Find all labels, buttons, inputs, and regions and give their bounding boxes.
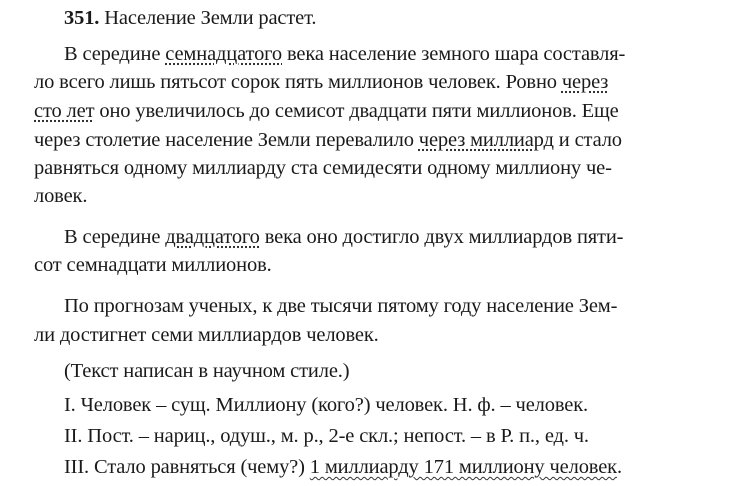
- paragraph2-line2: сот семнадцати миллионов.: [34, 254, 272, 276]
- analysis-line-1: I. Человек – сущ. Миллиону (кого?) человек. Н. ф. – человек.: [64, 394, 588, 416]
- underlined-word: через: [561, 71, 609, 93]
- exercise-number: 351.: [64, 7, 100, 29]
- paragraph3-line2: ли достигнет семи миллиардов человек.: [34, 324, 379, 346]
- text-span: .: [616, 456, 622, 478]
- wavy-underlined-phrase: 1 миллиарду 171 миллиону человек: [309, 456, 617, 478]
- text-span: В середине: [64, 226, 166, 248]
- exercise-heading: Население Земли растет.: [99, 7, 317, 29]
- text-span: ло всего лишь пятьсот сорок пять миллионов человек. Ровно: [34, 71, 562, 93]
- underlined-word: сто лет: [34, 100, 95, 122]
- exercise-title: [64, 6, 730, 30]
- analysis-line-3: [64, 455, 730, 479]
- paragraph1-line1: [64, 42, 730, 66]
- paragraph3-line1: По прогнозам ученых, к две тысячи пятому году население Зем-: [64, 295, 618, 317]
- paragraph1-line5: равняться одному миллиарду ста семидесяти одному миллиону че-: [34, 157, 612, 179]
- paragraph1-line2: [34, 70, 730, 94]
- paragraph2-line1: [64, 225, 730, 249]
- text-span: века оно достигло двух миллиардов пяти-: [259, 226, 624, 248]
- style-note: (Текст написан в научном стиле.): [64, 360, 350, 382]
- text-span: В середине: [64, 43, 166, 65]
- text-span: века население земного шара составля-: [282, 43, 626, 65]
- paragraph1-line3: [34, 99, 730, 123]
- paragraph1-line6: ловек.: [34, 185, 88, 207]
- text-span: III. Стало равняться (чему?): [64, 456, 310, 478]
- paragraph1-line4: [34, 128, 730, 152]
- text-span: и стало: [553, 129, 622, 151]
- analysis-line-2: II. Пост. – нариц., одуш., м. р., 2-е скл.; непост. – в Р. п., ед. ч.: [64, 425, 589, 447]
- underlined-word: семнадцатого: [165, 43, 283, 65]
- text-span: оно увеличилось до семисот двадцати пяти миллионов. Еще: [94, 100, 619, 122]
- underlined-word: двадцатого: [165, 226, 260, 248]
- text-span: через столетие население Земли перевалило: [34, 129, 419, 151]
- underlined-word: через миллиард: [418, 129, 554, 151]
